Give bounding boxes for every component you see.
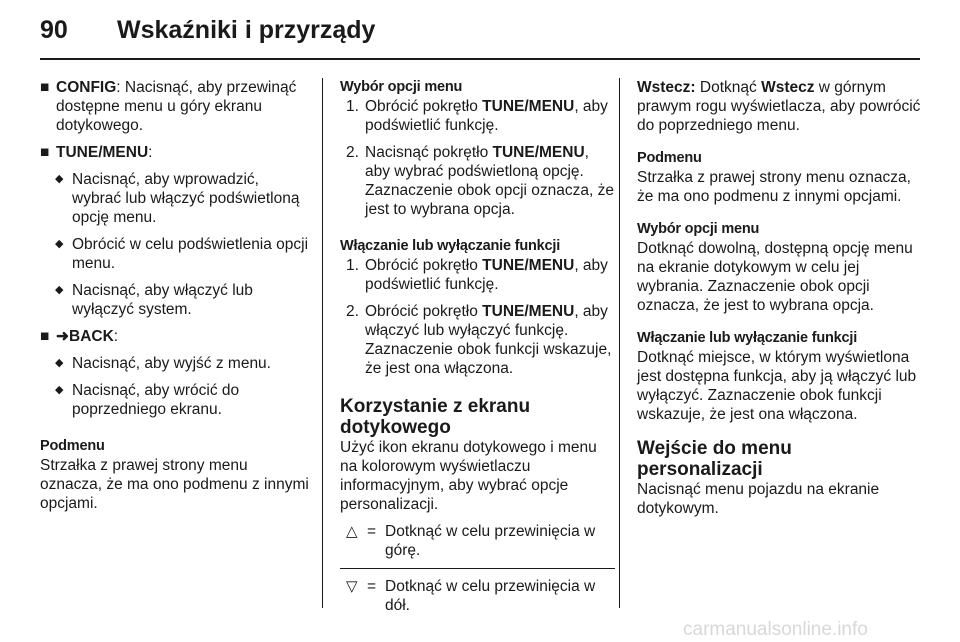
back-text: Dotknąć (695, 79, 762, 96)
page-header (0, 0, 960, 60)
submenu-heading: Podmenu (40, 438, 105, 454)
step-number: 1. (346, 98, 359, 115)
select-heading: Wybór opcji menu (340, 79, 463, 95)
step-text: , aby włączyć lub wyłączyć funkcję. Zaznaczenie obok funkcji wskazuje, że jest ona włączona. (365, 303, 612, 377)
step-text: Nacisnąć pokrętło (365, 144, 493, 161)
tune-item-text: Nacisnąć, aby wprowadzić, wybrać lub włączyć podświetloną opcję menu. (72, 171, 300, 226)
step-text: Obrócić pokrętło (365, 98, 483, 115)
toggle-step (340, 302, 615, 378)
back-button-name: Wstecz (761, 79, 815, 96)
config-bullet (40, 78, 310, 135)
step-text: , aby podświetlić funkcję. (365, 257, 608, 293)
column-left (40, 78, 310, 513)
equals-sign: = (367, 578, 377, 595)
touch-section-title: Korzystanie z ekranu dotykowego (340, 396, 531, 438)
scroll-down-row (340, 577, 615, 615)
back-label: BACK (69, 328, 114, 345)
scroll-up-icon: △ (346, 523, 358, 540)
step-number: 1. (346, 257, 359, 274)
diamond-bullet-icon: ◆ (55, 238, 64, 250)
scroll-down-text: Dotknąć w celu przewinięcia w dół. (385, 578, 596, 614)
submenu-text: Strzałka z prawej strony menu oznacza, że ma ono podmenu z innymi opcjami. (40, 457, 309, 512)
diamond-bullet-icon: ◆ (55, 384, 64, 396)
config-text: : Nacisnąć, aby przewinąć dostępne menu u góry ekranu dotykowego. (56, 79, 297, 134)
back-item (40, 354, 310, 373)
square-bullet-icon: ■ (40, 144, 50, 161)
step-knob-label: TUNE/MENU (482, 303, 575, 320)
tune-bullet (40, 143, 310, 162)
tune-colon: : (148, 144, 153, 161)
submenu-text: Strzałka z prawej strony menu oznacza, że ma ono podmenu z innymi opcjami. (637, 169, 911, 205)
step-text: Obrócić pokrętło (365, 257, 483, 274)
tune-item-text: Obrócić w celu podświetlenia opcji menu. (72, 236, 309, 272)
step-number: 2. (346, 303, 359, 320)
header-rule (40, 58, 920, 60)
step-text: Obrócić pokrętło (365, 303, 483, 320)
row-rule (340, 568, 615, 569)
select-text: Dotknąć dowolną, dostępną opcję menu na ekranie dotykowym w celu jej wybrania. Zaznaczenie obok opcji oznacza, że jest to wybrana opcja. (637, 240, 913, 314)
step-text: , aby wybrać podświetloną opcję. Zaznaczenie obok opcji oznacza, że jest to wybrana opcja. (365, 144, 615, 218)
step-knob-label: TUNE/MENU (492, 144, 585, 161)
back-bullet (40, 327, 310, 346)
submenu-heading: Podmenu (637, 150, 702, 166)
watermark: carmanualsonline.info (683, 619, 868, 640)
config-label: CONFIG (56, 79, 117, 96)
touch-text: Użyć ikon ekranu dotykowego i menu na kolorowym wyświetlaczu informacyjnym, aby wybrać opcje personalizacji. (340, 439, 597, 513)
personalization-text: Nacisnąć menu pojazdu na ekranie dotykowym. (637, 481, 880, 517)
column-right (637, 78, 922, 518)
back-colon: : (113, 328, 119, 345)
diamond-bullet-icon: ◆ (55, 284, 64, 296)
scroll-up-text: Dotknąć w celu przewinięcia w górę. (385, 523, 596, 559)
tune-item (40, 170, 310, 227)
page-title: Wskaźniki i przyrządy (117, 16, 376, 44)
diamond-bullet-icon: ◆ (55, 357, 64, 369)
tune-label: TUNE/MENU (56, 144, 149, 161)
back-bold-label: Wstecz: (637, 79, 696, 96)
select-step (340, 143, 615, 219)
step-knob-label: TUNE/MENU (482, 257, 575, 274)
select-step (340, 97, 615, 135)
scroll-up-row (340, 522, 615, 560)
diamond-bullet-icon: ◆ (55, 173, 64, 185)
tune-item (40, 281, 310, 319)
toggle-step (340, 256, 615, 294)
scroll-down-icon: ▽ (346, 578, 358, 595)
toggle-heading: Włączanie lub wyłączanie funkcji (340, 238, 561, 254)
step-text: , aby podświetlić funkcję. (365, 98, 608, 134)
select-heading: Wybór opcji menu (637, 221, 760, 237)
tune-item (40, 235, 310, 273)
back-item-text: Nacisnąć, aby wrócić do poprzedniego ekranu. (72, 382, 240, 418)
toggle-text: Dotknąć miejsce, w którym wyświetlona jest dostępna funkcja, aby ją włączyć lub wyłączyć. Zaznaczenie obok funkcji wskazuje, że jest ona włączona. (637, 349, 917, 423)
personalization-section-title: Wejście do menu personalizacji (637, 438, 792, 480)
back-item-text: Nacisnąć, aby wyjść z menu. (72, 355, 271, 372)
back-arrow-icon: ➜ (56, 328, 69, 345)
column-divider (619, 78, 620, 608)
square-bullet-icon: ■ (40, 79, 50, 96)
column-divider (322, 78, 323, 608)
column-middle (340, 78, 615, 615)
step-number: 2. (346, 144, 359, 161)
back-paragraph (637, 78, 922, 135)
page-number: 90 (40, 16, 68, 44)
back-item (40, 381, 310, 419)
toggle-heading: Włączanie lub wyłączanie funkcji (637, 330, 858, 346)
equals-sign: = (367, 523, 377, 540)
back-text: w górnym prawym rogu wyświetlacza, aby powrócić do poprzedniego menu. (637, 79, 921, 134)
square-bullet-icon: ■ (40, 328, 50, 345)
step-knob-label: TUNE/MENU (482, 98, 575, 115)
tune-item-text: Nacisnąć, aby włączyć lub wyłączyć system. (72, 282, 253, 318)
